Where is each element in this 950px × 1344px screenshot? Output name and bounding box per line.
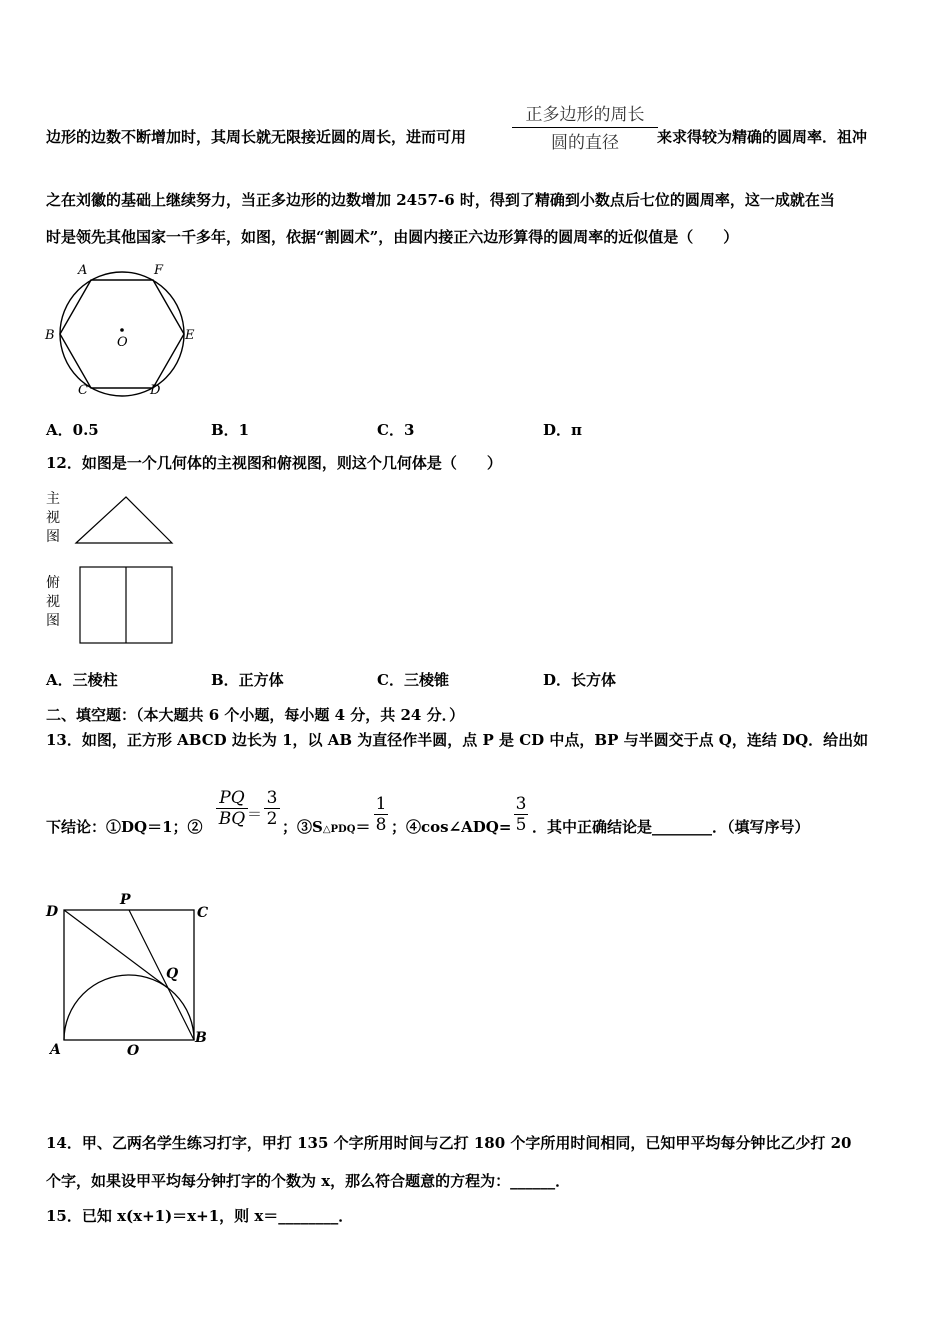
q11-fraction-numerator: 正多边形的周长 [525, 105, 645, 125]
fraction-denominator: 2 [266, 809, 278, 829]
q13-part2-subscript: △PDQ [322, 824, 356, 835]
fraction-denominator: 8 [375, 815, 387, 835]
q11-text-line1a: 边形的边数不断增加时，其周长就无限接近圆的周长，进而可用 [46, 128, 467, 146]
q13-part3: ；④cos∠ADQ= [391, 818, 512, 836]
top-view-char: 视 [46, 594, 60, 610]
semicircle [64, 975, 194, 1040]
label-D: D [46, 904, 59, 920]
fraction-denominator: 5 [515, 815, 527, 835]
label-A: A [78, 263, 88, 278]
top-view-rectangle [78, 565, 176, 647]
q13-equals: ＝ [247, 805, 263, 823]
q11-fraction-denominator: 圆的直径 [551, 133, 619, 153]
q11-text-line2: 之在刘徽的基础上继续努力，当正多边形的边数增加 2457-6 时，得到了精确到小数点后七位的圆周率，这一成就在当 [46, 191, 835, 209]
q13-fraction-1-8 [374, 794, 388, 835]
center-point [120, 328, 124, 332]
top-view-char: 俯 [46, 575, 60, 591]
label-O: O [117, 335, 128, 350]
label-B: B [45, 328, 55, 343]
front-view-char: 视 [46, 510, 60, 526]
front-view-label [46, 490, 64, 547]
q11-option-a: A．0.5 [46, 421, 99, 439]
q13-part2 [282, 817, 370, 840]
q13-line1: 13．如图，正方形 ABCD 边长为 1，以 AB 为直径作半圆，点 P 是 CD 中点，BP 与半圆交于点 Q，连结 DQ．给出如 [46, 731, 869, 749]
q13-fraction-3-2 [264, 788, 280, 829]
q13-fraction-pq-bq [216, 788, 248, 829]
label-B: B [195, 1030, 207, 1046]
label-C: C [78, 383, 88, 398]
q14-line2: 个字，如果设甲平均每分钟打字的个数为 x，那么符合题意的方程为：______． [46, 1172, 571, 1190]
q11-fraction [512, 100, 658, 153]
label-D: D [150, 383, 161, 398]
q12-option-a: A．三棱柱 [46, 671, 118, 689]
q11-text-line1b: 来求得较为精确的圆周率．祖冲 [657, 128, 868, 146]
q13-part4: ．其中正确结论是________．（填写序号） [532, 818, 810, 836]
q11-option-c: C．3 [377, 421, 415, 439]
hexagon-circle-figure [40, 258, 210, 408]
q13-part2-equals: ＝ [355, 818, 371, 836]
square-semicircle-figure [40, 885, 220, 1065]
q12-option-b: B．正方体 [211, 671, 284, 689]
section2-heading: 二、填空题：（本大题共 6 个小题，每小题 4 分，共 24 分．） [46, 706, 465, 724]
fraction-numerator: PQ [219, 788, 245, 808]
label-C: C [197, 905, 209, 921]
fraction-numerator: 1 [375, 794, 387, 814]
fraction-denominator: BQ [218, 809, 246, 829]
label-O: O [127, 1043, 140, 1059]
front-view-char: 主 [46, 491, 60, 507]
fraction-numerator: 3 [266, 788, 278, 808]
q15-line1: 15．已知 x(x+1)＝x+1，则 x＝________． [46, 1207, 354, 1225]
q14-line1: 14．甲、乙两名学生练习打字，甲打 135 个字所用时间与乙打 180 个字所用时间相同，已知甲平均每分钟比乙少打 20 [46, 1134, 852, 1152]
q13-fraction-3-5 [514, 794, 528, 835]
q13-part2-text: ；③S [282, 818, 323, 836]
label-A: A [50, 1042, 61, 1058]
label-F: F [154, 263, 164, 278]
q11-text-line3: 时是领先其他国家一千多年，如图，依据“割圆术”，由圆内接正六边形算得的圆周率的近似值是（ ） [46, 228, 739, 246]
front-view-char: 图 [46, 529, 60, 545]
front-view-triangle [74, 494, 176, 546]
label-Q: Q [166, 966, 179, 982]
circumscribed-circle [60, 272, 184, 396]
q12-option-c: C．三棱锥 [377, 671, 449, 689]
q11-option-b: B．1 [211, 421, 250, 439]
inscribed-hexagon [60, 280, 184, 388]
top-view-char: 图 [46, 613, 60, 629]
q12-option-d: D．长方体 [543, 671, 617, 689]
fraction-numerator: 3 [515, 794, 527, 814]
q11-option-d: D．π [543, 421, 582, 439]
segment-bp [129, 910, 194, 1040]
top-view-label [46, 574, 64, 631]
q13-part1: 下结论：①DQ＝1；② [46, 818, 203, 836]
label-E: E [185, 328, 195, 343]
label-P: P [120, 892, 131, 908]
q12-stem: 12．如图是一个几何体的主视图和俯视图，则这个几何体是（ ） [46, 454, 502, 472]
